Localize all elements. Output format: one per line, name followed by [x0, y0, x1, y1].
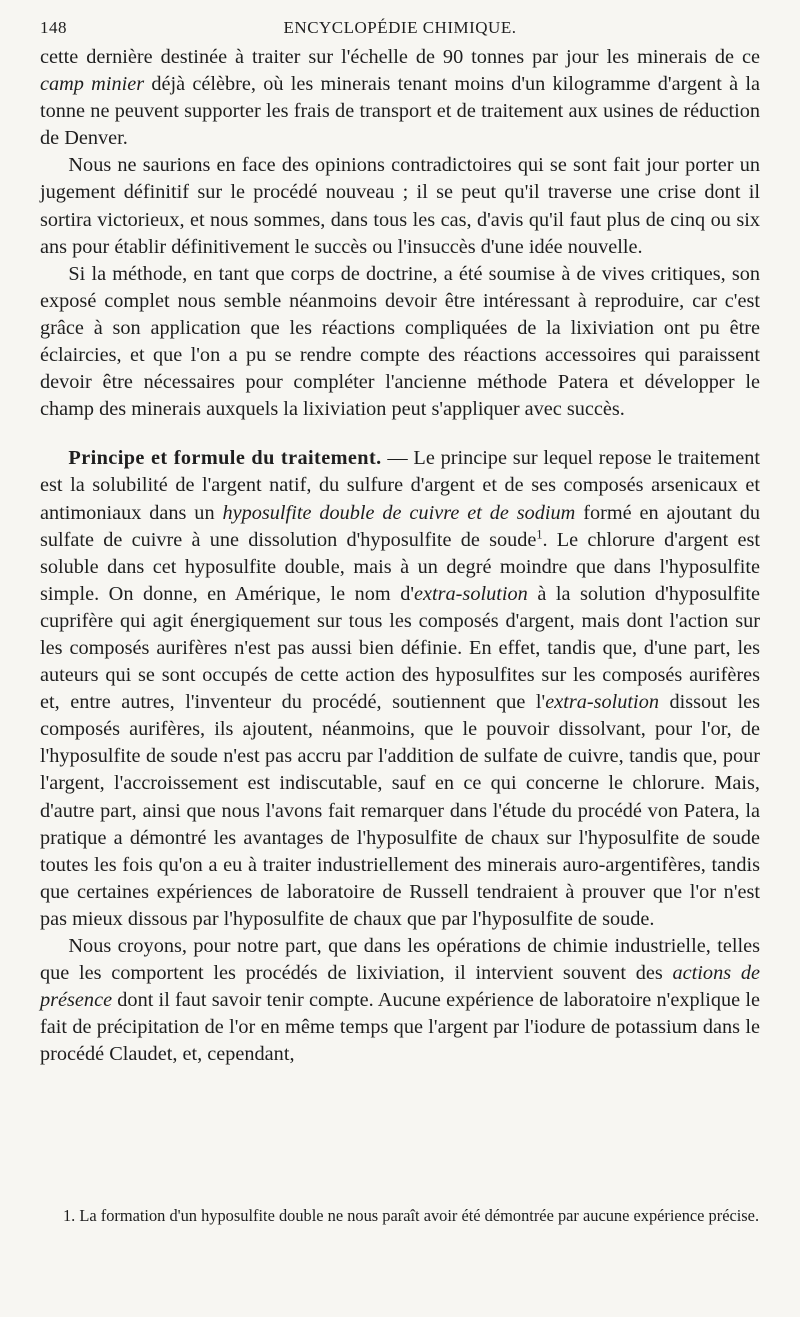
- footnote-marker: 1.: [62, 1206, 76, 1225]
- text-run: formé en ajoutant du sulfate de cuivre à une dissolution d'hyposulfite de soude: [40, 501, 760, 551]
- italic-term: hyposulfite double de cuivre et de sodium: [222, 501, 576, 524]
- footnote-ref[interactable]: 1: [536, 527, 543, 542]
- page-number: 148: [40, 18, 67, 37]
- section-heading: Principe et formule du traitement.: [68, 447, 382, 470]
- footnote-text: La formation d'un hyposulfite double ne nous paraît avoir été démontrée par aucune expérience précise.: [75, 1206, 760, 1225]
- text-run: — Le principe sur lequel repose le traitement est la solubilité de l'argent natif, du sulfure d'argent et de ses composés arsenicaux et antimoniaux dans un: [40, 447, 760, 524]
- text-run: à la solution d'hyposulfite cuprifère qui agit énergiquement sur tous les composés d'argent, mais dont l'action sur les composés aurifères n'est pas aussi bien définie. En effet, tandis que, d'une part, les auteurs qui se sont occupés de cette action des hyposulfites sur les composés aurifères et, entre autres, l'inventeur du procédé, soutiennent que l': [40, 582, 760, 714]
- paragraph-5: [40, 933, 760, 1068]
- text-run: . Le chlorure d'argent est soluble dans cet hyposulfite double, mais à un degré moindre que dans l'hyposulfite simple. On donne, en Amérique, le nom d': [40, 528, 760, 605]
- text-run: dont il faut savoir tenir compte. Aucune expérience de laboratoire n'explique le fait de précipitation de l'or en même temps que l'argent par l'iodure de potassium dans le procédé Claudet, et, cependant,: [40, 989, 760, 1066]
- running-title: ENCYCLOPÉDIE CHIMIQUE.: [283, 18, 517, 37]
- italic-term: extra-solution: [545, 691, 659, 714]
- italic-term: actions de présence: [40, 962, 760, 1012]
- paragraph-4: [40, 445, 760, 933]
- text-run: déjà célèbre, où les minerais tenant moins d'un kilogramme d'argent à la tonne ne peuvent supporter les frais de transport et de traitement aux usines de réduction de Denver.: [40, 73, 760, 150]
- footnote: [40, 1206, 760, 1226]
- text-run: dissout les composés aurifères, ils ajoutent, néanmoins, que le pouvoir dissolvant, pour l'or, de l'hyposulfite de soude n'est pas accru par l'addition de sulfate de cuivre, tandis que, pour l'argent, l'accroissement est indiscutable, sauf en ce qui concerne le chlorure. Mais, d'autre part, ainsi que nous l'avons fait remarquer dans l'étude du procédé von Patera, la pratique a démontré les avantages de l'hyposulfite de chaux sur l'hyposulfite de soude toutes les fois qu'on a eu à traiter industriellement des minerais auro-argentifères, tandis que certaines expériences de laboratoire de Russell tendraient à prouver que l'or n'est pas mieux dissous par l'hyposulfite de chaux que par l'hyposulfite de soude.: [40, 691, 760, 930]
- italic-term: extra-solution: [414, 582, 528, 605]
- page-header: [40, 18, 760, 44]
- paragraph-2: Nous ne saurions en face des opinions contradictoires qui se sont fait jour porter un jugement définitif sur le procédé nouveau ; il se peut qu'il traverse une crise dont il sortira victorieux, et nous sommes, dans tous les cas, d'avis qu'il faut plus de cinq ou six ans pour établir définitivement le succès ou l'insuccès d'une idée nouvelle.: [40, 154, 760, 258]
- body-text: [40, 44, 760, 1068]
- paragraph-3: Si la méthode, en tant que corps de doctrine, a été soumise à de vives critiques, son exposé complet nous semble néanmoins devoir être intéressant à reproduire, car c'est grâce à son application que les réactions compliquées de la lixiviation ont pu être éclaircies, et que l'on a pu se rendre compte des réactions accessoires qui paraissent devoir être nécessaires pour compléter l'ancienne méthode Patera et développer le champ des minerais auxquels la lixiviation peut s'appliquer avec succès.: [40, 262, 760, 421]
- italic-term: camp minier: [40, 73, 145, 96]
- text-run: Nous croyons, pour notre part, que dans les opérations de chimie industrielle, telles que les comportent les procédés de lixiviation, il intervient souvent des: [40, 935, 760, 985]
- text-run: cette dernière destinée à traiter sur l'échelle de 90 tonnes par jour les minerais de ce: [40, 46, 760, 68]
- paragraph-1: [40, 44, 760, 152]
